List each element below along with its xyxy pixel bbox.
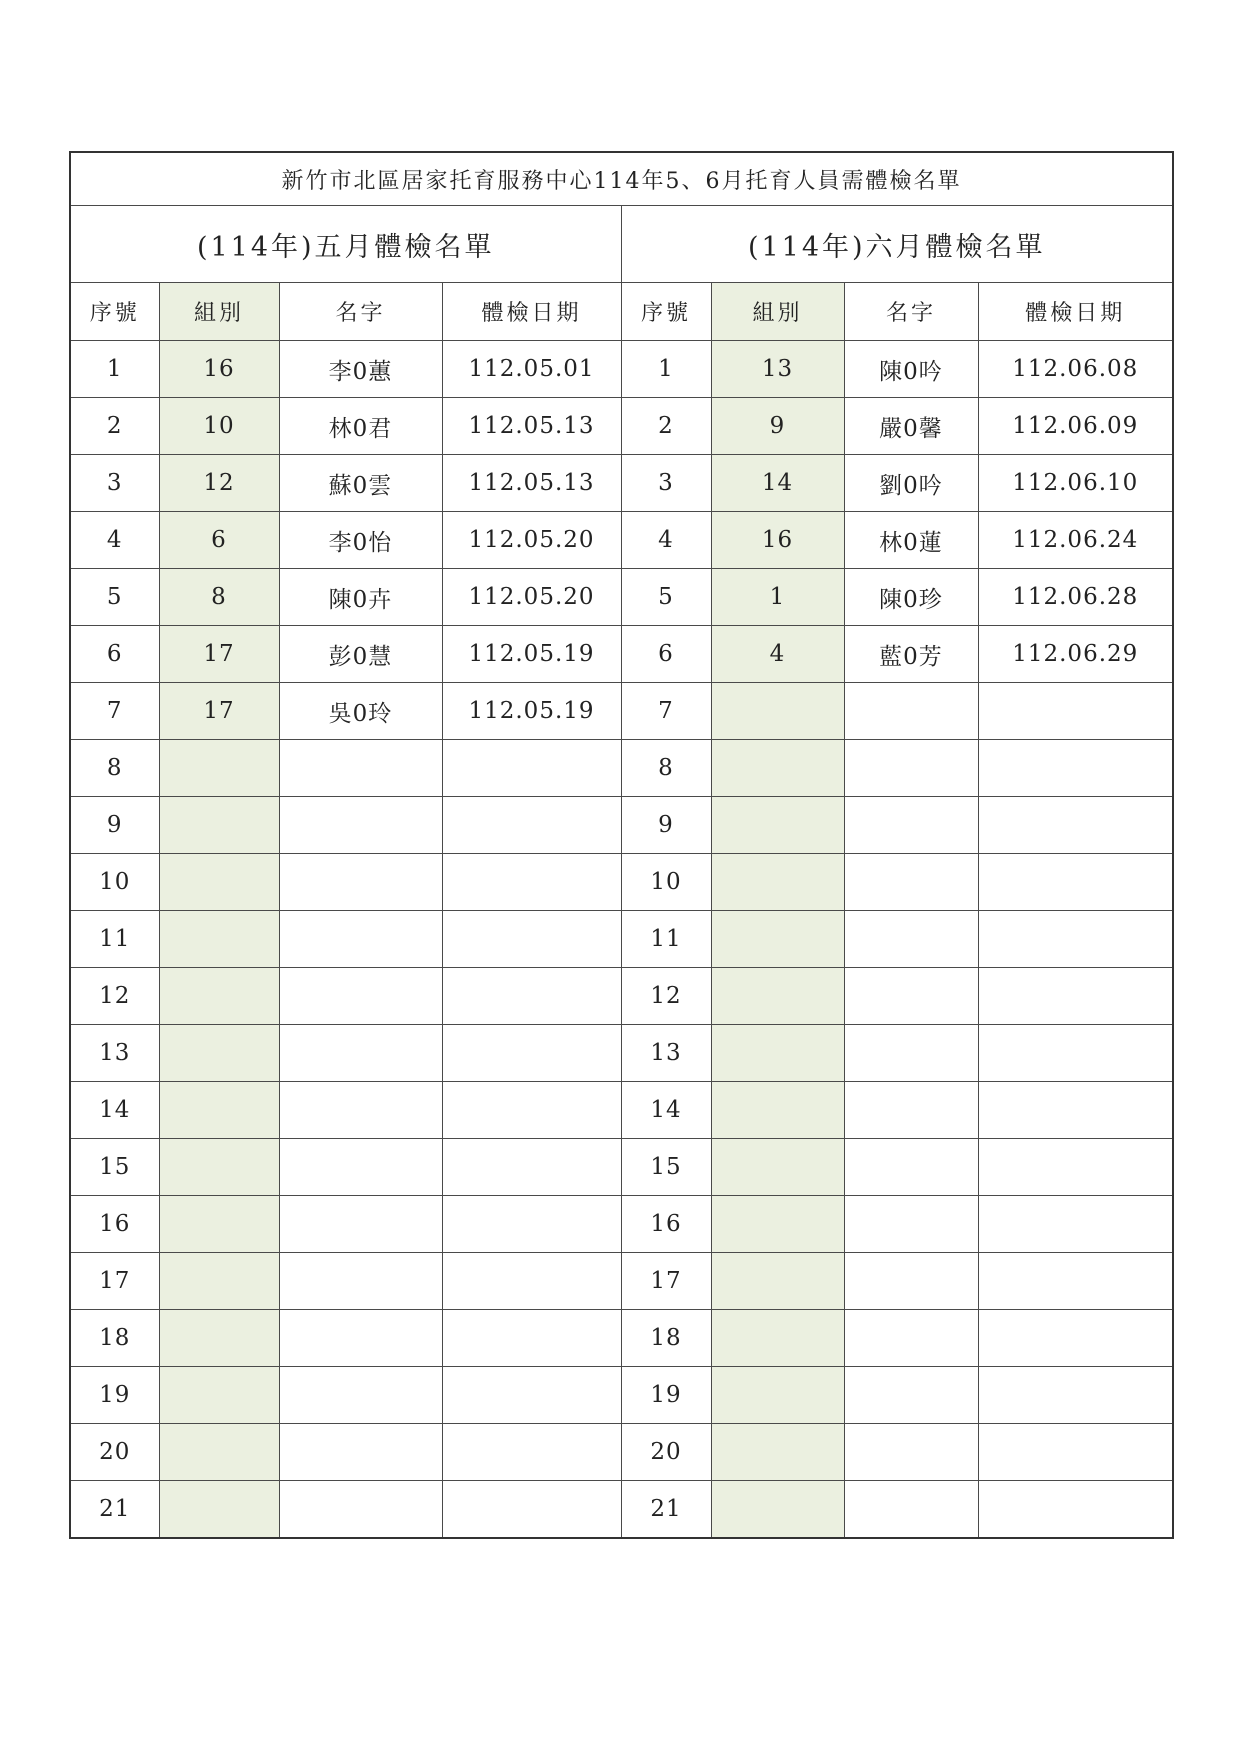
june-exam-date-cell [978,740,1173,797]
june-group-cell [711,1481,844,1539]
may-group-cell: 6 [159,512,279,569]
may-header-date: 體檢日期 [442,283,621,341]
june-seq-cell: 3 [621,455,711,512]
june-seq-cell: 21 [621,1481,711,1539]
may-exam-date-cell [442,1196,621,1253]
june-group-cell [711,1310,844,1367]
table-row [70,740,1173,797]
may-seq-cell: 8 [70,740,159,797]
table-row [70,455,1173,512]
june-seq-cell: 12 [621,968,711,1025]
june-group-cell: 14 [711,455,844,512]
june-seq-cell: 2 [621,398,711,455]
may-seq-cell: 3 [70,455,159,512]
table-row [70,569,1173,626]
may-exam-date-cell: 112.05.13 [442,398,621,455]
june-seq-cell: 10 [621,854,711,911]
may-seq-cell: 9 [70,797,159,854]
june-name-cell [844,1082,978,1139]
may-exam-date-cell: 112.05.13 [442,455,621,512]
may-exam-date-cell: 112.05.01 [442,341,621,398]
june-header-name: 名字 [844,283,978,341]
table-row [70,1196,1173,1253]
june-name-cell [844,968,978,1025]
june-group-cell [711,1082,844,1139]
table-row [70,1253,1173,1310]
may-group-cell [159,1424,279,1481]
may-seq-cell: 14 [70,1082,159,1139]
table-row [70,398,1173,455]
may-group-cell: 8 [159,569,279,626]
june-seq-cell: 16 [621,1196,711,1253]
june-seq-cell: 13 [621,1025,711,1082]
may-group-cell [159,1481,279,1539]
june-exam-date-cell [978,1424,1173,1481]
june-group-cell: 13 [711,341,844,398]
title-row [70,152,1173,206]
may-seq-cell: 20 [70,1424,159,1481]
june-seq-cell: 4 [621,512,711,569]
june-name-cell [844,683,978,740]
table-row [70,1139,1173,1196]
may-seq-cell: 13 [70,1025,159,1082]
may-name-cell [279,1424,442,1481]
may-name-cell [279,1367,442,1424]
may-name-cell [279,1310,442,1367]
table-row [70,1481,1173,1539]
june-group-cell [711,1367,844,1424]
may-exam-date-cell [442,1367,621,1424]
june-seq-cell: 17 [621,1253,711,1310]
may-name-cell [279,1481,442,1539]
june-seq-cell: 18 [621,1310,711,1367]
may-seq-cell: 10 [70,854,159,911]
may-exam-date-cell [442,1082,621,1139]
june-name-cell [844,911,978,968]
may-seq-cell: 7 [70,683,159,740]
june-name-cell [844,1310,978,1367]
june-header-no: 序號 [621,283,711,341]
may-exam-date-cell [442,1025,621,1082]
may-name-cell: 陳0卉 [279,569,442,626]
may-seq-cell: 12 [70,968,159,1025]
subtitle-row [70,206,1173,283]
may-exam-date-cell: 112.05.20 [442,569,621,626]
may-group-cell: 17 [159,626,279,683]
may-exam-date-cell [442,911,621,968]
table-row [70,797,1173,854]
may-group-cell [159,911,279,968]
june-list-title: (114年)六月體檢名單 [621,206,1173,283]
may-name-cell: 蘇0雲 [279,455,442,512]
june-exam-date-cell: 112.06.28 [978,569,1173,626]
may-exam-date-cell [442,1139,621,1196]
june-exam-date-cell: 112.06.10 [978,455,1173,512]
may-seq-cell: 11 [70,911,159,968]
may-exam-date-cell [442,1481,621,1539]
table-row [70,341,1173,398]
june-seq-cell: 7 [621,683,711,740]
june-exam-date-cell: 112.06.09 [978,398,1173,455]
may-group-cell [159,1367,279,1424]
may-name-cell [279,1253,442,1310]
may-name-cell [279,740,442,797]
may-header-no: 序號 [70,283,159,341]
may-name-cell [279,1196,442,1253]
june-name-cell: 陳0珍 [844,569,978,626]
table-row [70,626,1173,683]
may-exam-date-cell [442,854,621,911]
june-group-cell: 16 [711,512,844,569]
may-name-cell [279,1025,442,1082]
june-seq-cell: 15 [621,1139,711,1196]
may-seq-cell: 17 [70,1253,159,1310]
table-row [70,1310,1173,1367]
table-row [70,1025,1173,1082]
june-name-cell [844,1367,978,1424]
table-row [70,1082,1173,1139]
june-name-cell [844,797,978,854]
june-seq-cell: 1 [621,341,711,398]
june-exam-date-cell [978,1196,1173,1253]
may-seq-cell: 16 [70,1196,159,1253]
june-group-cell [711,1424,844,1481]
june-group-cell [711,1253,844,1310]
may-exam-date-cell: 112.05.20 [442,512,621,569]
may-header-group: 組別 [159,283,279,341]
may-list-title: (114年)五月體檢名單 [70,206,621,283]
may-name-cell: 彭0慧 [279,626,442,683]
june-group-cell: 1 [711,569,844,626]
june-seq-cell: 6 [621,626,711,683]
june-exam-date-cell [978,1139,1173,1196]
june-name-cell [844,854,978,911]
may-exam-date-cell [442,740,621,797]
may-seq-cell: 4 [70,512,159,569]
may-name-cell [279,1082,442,1139]
may-group-cell: 12 [159,455,279,512]
june-exam-date-cell [978,968,1173,1025]
table-row [70,1424,1173,1481]
may-seq-cell: 15 [70,1139,159,1196]
june-exam-date-cell [978,1310,1173,1367]
june-seq-cell: 9 [621,797,711,854]
may-group-cell [159,968,279,1025]
may-header-name: 名字 [279,283,442,341]
may-name-cell [279,854,442,911]
june-name-cell [844,1424,978,1481]
june-header-group: 組別 [711,283,844,341]
may-seq-cell: 2 [70,398,159,455]
june-name-cell [844,1253,978,1310]
exam-list-table [69,151,1174,1539]
may-group-cell [159,797,279,854]
june-exam-date-cell [978,1025,1173,1082]
june-name-cell: 劉0吟 [844,455,978,512]
may-group-cell [159,1025,279,1082]
june-name-cell [844,1481,978,1539]
may-exam-date-cell [442,1424,621,1481]
table-row [70,512,1173,569]
june-name-cell [844,1139,978,1196]
june-group-cell [711,1139,844,1196]
june-seq-cell: 5 [621,569,711,626]
june-exam-date-cell [978,1367,1173,1424]
june-group-cell [711,854,844,911]
may-name-cell [279,968,442,1025]
june-name-cell: 林0蓮 [844,512,978,569]
table-row [70,1367,1173,1424]
may-group-cell [159,740,279,797]
may-group-cell: 16 [159,341,279,398]
june-exam-date-cell: 112.06.08 [978,341,1173,398]
may-exam-date-cell: 112.05.19 [442,683,621,740]
june-name-cell: 藍0芳 [844,626,978,683]
june-group-cell [711,797,844,854]
may-name-cell: 吳0玲 [279,683,442,740]
may-group-cell [159,1139,279,1196]
june-group-cell [711,740,844,797]
page-title: 新竹市北區居家托育服務中心114年5、6月托育人員需體檢名單 [70,152,1173,206]
may-group-cell [159,854,279,911]
june-seq-cell: 20 [621,1424,711,1481]
table-row [70,854,1173,911]
june-group-cell: 9 [711,398,844,455]
june-header-date: 體檢日期 [978,283,1173,341]
may-name-cell [279,911,442,968]
may-exam-date-cell [442,1310,621,1367]
may-exam-date-cell [442,968,621,1025]
june-name-cell [844,1196,978,1253]
june-exam-date-cell [978,911,1173,968]
june-group-cell [711,683,844,740]
june-name-cell [844,1025,978,1082]
june-name-cell [844,740,978,797]
june-exam-date-cell [978,683,1173,740]
may-seq-cell: 18 [70,1310,159,1367]
may-name-cell: 李0蕙 [279,341,442,398]
may-seq-cell: 1 [70,341,159,398]
june-group-cell [711,911,844,968]
june-exam-date-cell [978,1253,1173,1310]
june-seq-cell: 14 [621,1082,711,1139]
june-exam-date-cell: 112.06.24 [978,512,1173,569]
may-group-cell: 10 [159,398,279,455]
june-exam-date-cell [978,1481,1173,1539]
june-exam-date-cell [978,1082,1173,1139]
column-header-row [70,283,1173,341]
may-name-cell: 李0怡 [279,512,442,569]
may-seq-cell: 6 [70,626,159,683]
june-group-cell [711,1025,844,1082]
june-group-cell [711,968,844,1025]
may-exam-date-cell [442,1253,621,1310]
may-group-cell [159,1196,279,1253]
table-row [70,911,1173,968]
june-name-cell: 陳0吟 [844,341,978,398]
may-name-cell [279,797,442,854]
may-group-cell [159,1082,279,1139]
may-group-cell [159,1310,279,1367]
june-exam-date-cell: 112.06.29 [978,626,1173,683]
june-seq-cell: 8 [621,740,711,797]
may-seq-cell: 5 [70,569,159,626]
june-seq-cell: 11 [621,911,711,968]
may-seq-cell: 19 [70,1367,159,1424]
may-exam-date-cell: 112.05.19 [442,626,621,683]
may-name-cell [279,1139,442,1196]
may-group-cell [159,1253,279,1310]
june-seq-cell: 19 [621,1367,711,1424]
may-seq-cell: 21 [70,1481,159,1539]
may-group-cell: 17 [159,683,279,740]
june-group-cell [711,1196,844,1253]
june-group-cell: 4 [711,626,844,683]
june-exam-date-cell [978,854,1173,911]
june-name-cell: 嚴0馨 [844,398,978,455]
may-exam-date-cell [442,797,621,854]
june-exam-date-cell [978,797,1173,854]
table-row [70,968,1173,1025]
may-name-cell: 林0君 [279,398,442,455]
table-row [70,683,1173,740]
